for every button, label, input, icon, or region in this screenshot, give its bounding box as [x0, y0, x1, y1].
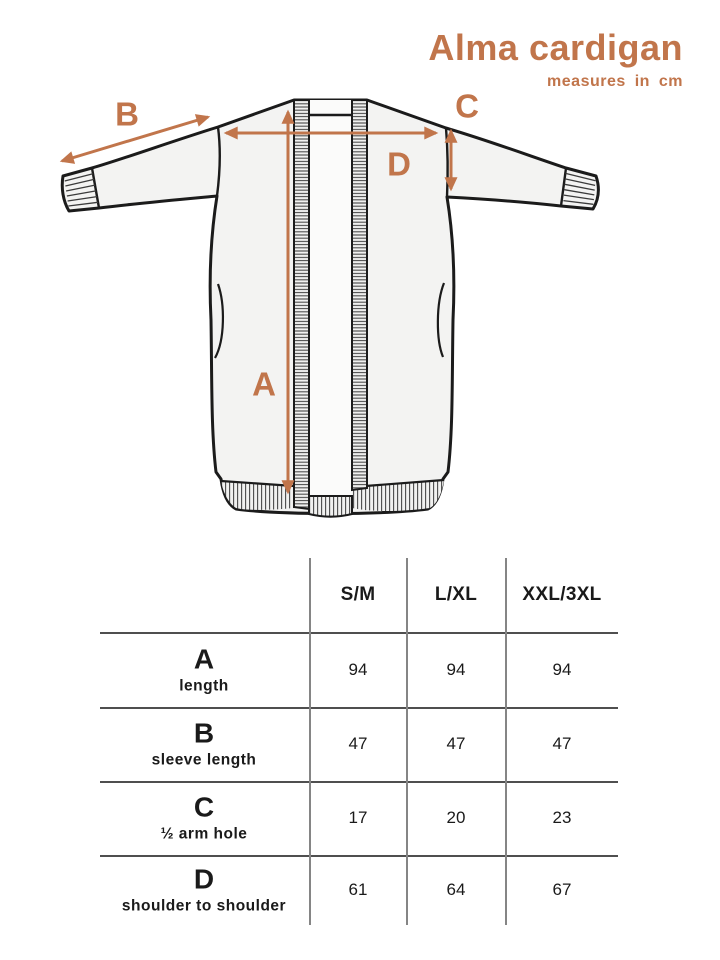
size-value: 64 [446, 880, 466, 899]
size-value: 47 [446, 734, 466, 753]
row-header-d [122, 865, 286, 916]
measure-letter: C [193, 791, 215, 823]
table-rule-vertical [406, 558, 408, 925]
size-value: 67 [552, 880, 572, 899]
measure-label-b: B [115, 95, 139, 133]
size-value: 47 [348, 734, 368, 753]
size-value: 17 [348, 808, 368, 827]
measure-letter: A [193, 643, 215, 675]
placket-band-right [352, 100, 367, 490]
size-value: 47 [552, 734, 572, 753]
column-header-lxl: L/XL [434, 584, 478, 605]
size-value: 94 [552, 660, 572, 679]
page-title: Alma cardigan [428, 27, 683, 68]
row-header-b [152, 719, 257, 770]
size-value: 23 [552, 808, 572, 827]
measure-label-d: D [387, 145, 411, 183]
hem-ribbing-back [309, 496, 352, 517]
measure-label-c: C [455, 87, 479, 125]
measure-unit-note: measures in cm [547, 73, 683, 90]
table-rule-vertical [309, 558, 311, 925]
front-opening-back-panel [309, 100, 352, 500]
measure-description: shoulder to shoulder [121, 897, 287, 915]
measure-letter: B [193, 717, 215, 749]
measure-description: length [179, 677, 229, 695]
column-header-sm: S/M [340, 584, 376, 605]
row-header-a [179, 645, 229, 696]
measure-description: ½ arm hole [160, 825, 248, 843]
garment-body [62, 95, 598, 517]
size-value: 94 [446, 660, 466, 679]
table-rule-horizontal [100, 855, 618, 857]
size-value: 61 [348, 880, 368, 899]
size-value: 94 [348, 660, 368, 679]
measure-description: sleeve length [151, 751, 257, 769]
size-table [100, 558, 618, 925]
measure-label-a: A [252, 365, 276, 403]
row-header-c [161, 793, 248, 844]
measure-letter: D [193, 863, 215, 895]
size-value: 20 [446, 808, 466, 827]
placket-band-left [294, 100, 309, 509]
table-rule-horizontal [100, 707, 618, 709]
table-rule-horizontal [100, 632, 618, 634]
column-header-xxl3xl: XXL/3XL [522, 584, 602, 605]
table-rule-vertical [505, 558, 507, 925]
table-rule-horizontal [100, 781, 618, 783]
